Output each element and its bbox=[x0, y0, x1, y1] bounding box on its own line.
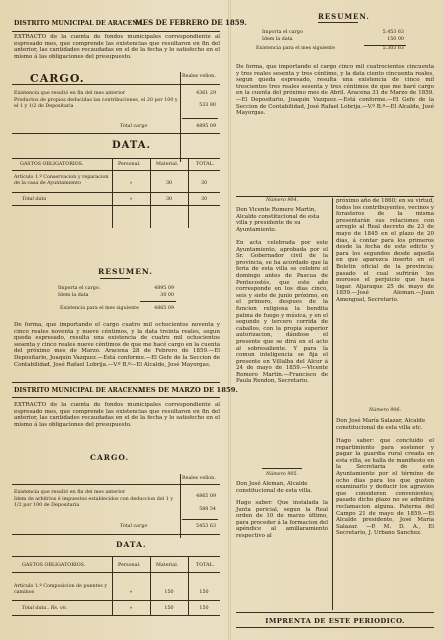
forma-paragraph-march: De forma, que importando el cargo cinco mil cuatrocientos cincuenta y tres reales sesenta y tres céntimo, y la data ciento cincuenta reales, segun queda espresado, resulta una existencia de cinco mil trescientos tres reales sesenta y tres céntimos de que me haré cargo en la cuenta del próximo mes de Abril. Aracena 31 de Marzo de 1859.—El Depositario, Joaquin Vazquez.—Está conforme.—El Gefe de la Seccion de Contabilidad, José Rafael Lobrija.—V.º B.º—El Alcalde, José Mayorgas. bbox=[236, 64, 434, 117]
cargo-total-value-march: 5453 63 bbox=[196, 524, 216, 529]
cargo-row2-label-march: Idem de arbitrios é impuestos establecidos con deduccion del 1 y 1/2 por 100 de Depositaria bbox=[14, 497, 174, 508]
data-title-february: DATA. bbox=[112, 140, 152, 151]
cargo-col-header-february: Reales vellon. bbox=[182, 74, 216, 79]
cargo-total-value-february: 4895 09 bbox=[196, 124, 216, 129]
data-total-label-february: Total data bbox=[22, 197, 47, 202]
cargo-row1-value-february: 4361 29 bbox=[196, 91, 216, 96]
notice-905-number: Número 905. bbox=[265, 472, 299, 477]
data-header-material-february: Material. bbox=[156, 162, 179, 167]
notice-905-addressee: Don José Aleman, Alcalde constitucional de esta villa. bbox=[236, 481, 313, 494]
month-header-february: MES DE FEBRERO DE 1859. bbox=[135, 18, 247, 27]
cargo-row2-value-february: 533 80 bbox=[199, 103, 216, 108]
data-row-personal-february: » bbox=[129, 181, 133, 186]
notice-904-addressee: Don Vicente Romero Martin, Alcalde constitucional de esta villa y presidente de su Ayuntamiento. bbox=[236, 207, 320, 233]
resumen-total-label-february: Existencia para el mes siguiente bbox=[60, 306, 139, 311]
cargo-title-february: CARGO. bbox=[30, 72, 85, 85]
data-row-total-february: 30 bbox=[200, 181, 208, 186]
notice-904-number: Número 904. bbox=[265, 198, 299, 203]
cargo-row1-value-march: 4865 09 bbox=[196, 494, 216, 499]
resumen-row2-value-march: 150 00 bbox=[387, 37, 404, 42]
resumen-row2-label-february: Idem la data bbox=[58, 293, 89, 298]
notice-906-number: Número 906. bbox=[368, 408, 402, 413]
data-row-personal-march: » bbox=[129, 590, 133, 595]
data-total-material-march: 150 bbox=[164, 606, 174, 611]
page-fold bbox=[228, 0, 231, 640]
cargo-row1-label-march: Existencia que resultó en fin del mes anterior bbox=[14, 490, 126, 495]
resumen-row2-label-march: Idem la data bbox=[262, 37, 293, 42]
resumen-title-february: RESUMEN. bbox=[98, 267, 153, 276]
data-row-material-february: 30 bbox=[165, 181, 173, 186]
resumen-row1-value-february: 4895 09 bbox=[154, 286, 174, 291]
forma-paragraph-february: De forma, que importando el cargo cuatro mil ochocientos noventa y cinco reales noventa y nueve céntimos, y la data treinta reales, segun queda espresado, resulta una existencia de cuatro mil ochocientos sesenta y cinco reales nueve céntimos de que me hacé cargo en la cuenta del próximo mes de Marzo. Aracena 28 de Febrero de 1859.—El Depositario, Joaquin Vazquez.—Está conforme.—El Gefe de la Seccion de Contabilidad, José Rafael Lobrija.—V.º B.º—El Alcalde, José Mayorgas. bbox=[14, 322, 220, 368]
extract-february: EXTRACTO de la cuenta de fondos municipales correspondiente al espresado mes, que comprende las existencias que resultaron en fin del anterior, las cantidades recaudadas en el de la fecha y lo satisfecho en el mismo á las obligaciones del presupuesto. bbox=[14, 34, 220, 60]
resumen-row1-label-march: Importa el cargo bbox=[262, 30, 303, 35]
data-row-total-march: 150 bbox=[199, 590, 209, 595]
extract-march: EXTRACTO de la cuenta de fondos municipales correspondiente al espresado mes, que comprende las existencias que resultaron en fin del anterior, las cantidades recaudadas en el de la fecha y lo satisfecho en el mismo á las obligaciones del presupuesto. bbox=[14, 402, 220, 428]
data-header-gastos-march: GASTOS OBLIGATORIOS. bbox=[22, 563, 86, 568]
data-total-material-february: 30 bbox=[165, 197, 173, 202]
cargo-row2-value-march: 588 54 bbox=[199, 507, 216, 512]
resumen-row1-label-february: Importa el cargo. bbox=[58, 286, 101, 291]
data-header-personal-february: Personal. bbox=[118, 162, 141, 167]
resumen-total-value-february: 4865 09 bbox=[154, 306, 174, 311]
printer-footer: IMPRENTA DE ESTE PERIODICO. bbox=[265, 617, 405, 625]
data-total-label-march: Total data.. Rs. vn. bbox=[22, 606, 68, 611]
notice-905-continuation: próximo año de 1860; en su virtud, todos los contribuyentes, vecinos y forasteros de la misma presentarán sus relaciones con arreglo al Real decreto de 23 de mayo de 1845 en el plazo de 20 dias, á contar para los primeros desde la fecha de este edicto y para los segundos desde aquella en que aparezca inserto en el Boletin oficial de la provincia; pasado el cual sufrirán los morosos el perjuicio que haya lugar. Aljaraque 25 de mayo de 1859.—José Aleman.—Juan Amengual, Secretario. bbox=[336, 198, 434, 303]
district-header-march: DISTRITO MUNICIPAL DE ARACENA. bbox=[14, 387, 145, 394]
data-title-march: DATA. bbox=[116, 540, 147, 549]
data-header-total-march: TOTAL. bbox=[196, 563, 215, 568]
data-total-personal-february: » bbox=[129, 197, 133, 202]
resumen-total-value-march: 5.303 63 bbox=[382, 46, 404, 51]
data-total-personal-march: » bbox=[129, 606, 133, 611]
data-header-gastos-february: GASTOS OBLIGATORIOS. bbox=[20, 162, 84, 167]
resumen-total-label-march: Existencia para el mes siguiente bbox=[256, 46, 335, 51]
cargo-total-label-march: Total cargo bbox=[120, 524, 148, 529]
resumen-row1-value-march: 5.453 63 bbox=[382, 30, 404, 35]
cargo-col-header-march: Reales vellon. bbox=[182, 476, 216, 481]
notice-904-body: En acta celebrada por este Ayuntamiento, aprobada por el Sr. Gobernador civil de la provincia, se ha acordado que la feria de esta villa se celebre el domingo antes de Pascua de Pentecostés, que este año corresponde en los dias cinco, seis y siete de junio próximo, en el primero, despues de la funcion religiosa la bendita palma de fuego y música, y en el segundo y tercero corrida de caballos, con la propia superior autorizacion, dándose el presente que se dirá en el acto al sobresaliente. Y para la comun inteligencia se fija el presente en Villalba del Alcor á 24 de mayo de 1859.—Vicente Romero Martin.—Francisco de Paula Rendon, Secretario. bbox=[236, 240, 328, 385]
data-header-material-march: Material. bbox=[156, 563, 179, 568]
month-header-march: MES DE MARZO DE 1859. bbox=[138, 386, 238, 394]
data-total-total-february: 30 bbox=[200, 197, 208, 202]
notice-906-addressee: Don José María Salazar, Alcalde constitucional de esta villa etc. bbox=[336, 418, 426, 431]
data-header-total-february: TOTAL. bbox=[196, 162, 215, 167]
data-header-personal-march: Personal. bbox=[118, 563, 141, 568]
cargo-total-label-february: Total cargo bbox=[120, 124, 148, 129]
resumen-title-march: RESUMEN. bbox=[318, 12, 370, 21]
data-row-label-march: Artículo 1.º Composicion de puentes y caminos bbox=[14, 584, 108, 595]
cargo-title-march: CARGO. bbox=[90, 453, 130, 462]
district-header-february: DISTRITO MUNICIPAL DE ARACENA. bbox=[14, 20, 145, 27]
data-row-label-february: Artículo 1.º Conservacion y reparacion de la casa de Ayuntamiento bbox=[14, 175, 109, 186]
cargo-row1-label-february: Existencia que resultó en fin del mes anterior bbox=[14, 91, 126, 96]
resumen-row2-value-february: 30 00 bbox=[160, 293, 174, 298]
cargo-row2-label-february: Productos de propios deducidas las contribuciones, el 20 por 100 y el 1 y 1/2 de Depositaria bbox=[14, 98, 178, 109]
notice-906-body: Hago saber: que concluido el repartimiento para sostener y pagar la guardia rural creada en esta villa, se halla de manifiesto en la Secretaria de este Ayuntamiento por el término de ocho dias para los que gusten examinarlo y deducir los agravios que consideren convenientes; pasado dicho plazo no se admitirá reclamacion alguna. Paterna del Campo 21 de mayo de 1859.—El Alcalde presidente, José María Salazar. —P. M. D. A., El Secretario, J. Urbano Sanchez. bbox=[336, 438, 434, 537]
notice-905-body: Hago saber: Que instalada la Junta pericial, segun la Real orden de 10 de marzo último, para proceder á la formacion del apéndice al amillaramiento respectivo al bbox=[236, 500, 328, 539]
data-total-total-march: 150 bbox=[199, 606, 209, 611]
data-row-material-march: 150 bbox=[164, 590, 174, 595]
